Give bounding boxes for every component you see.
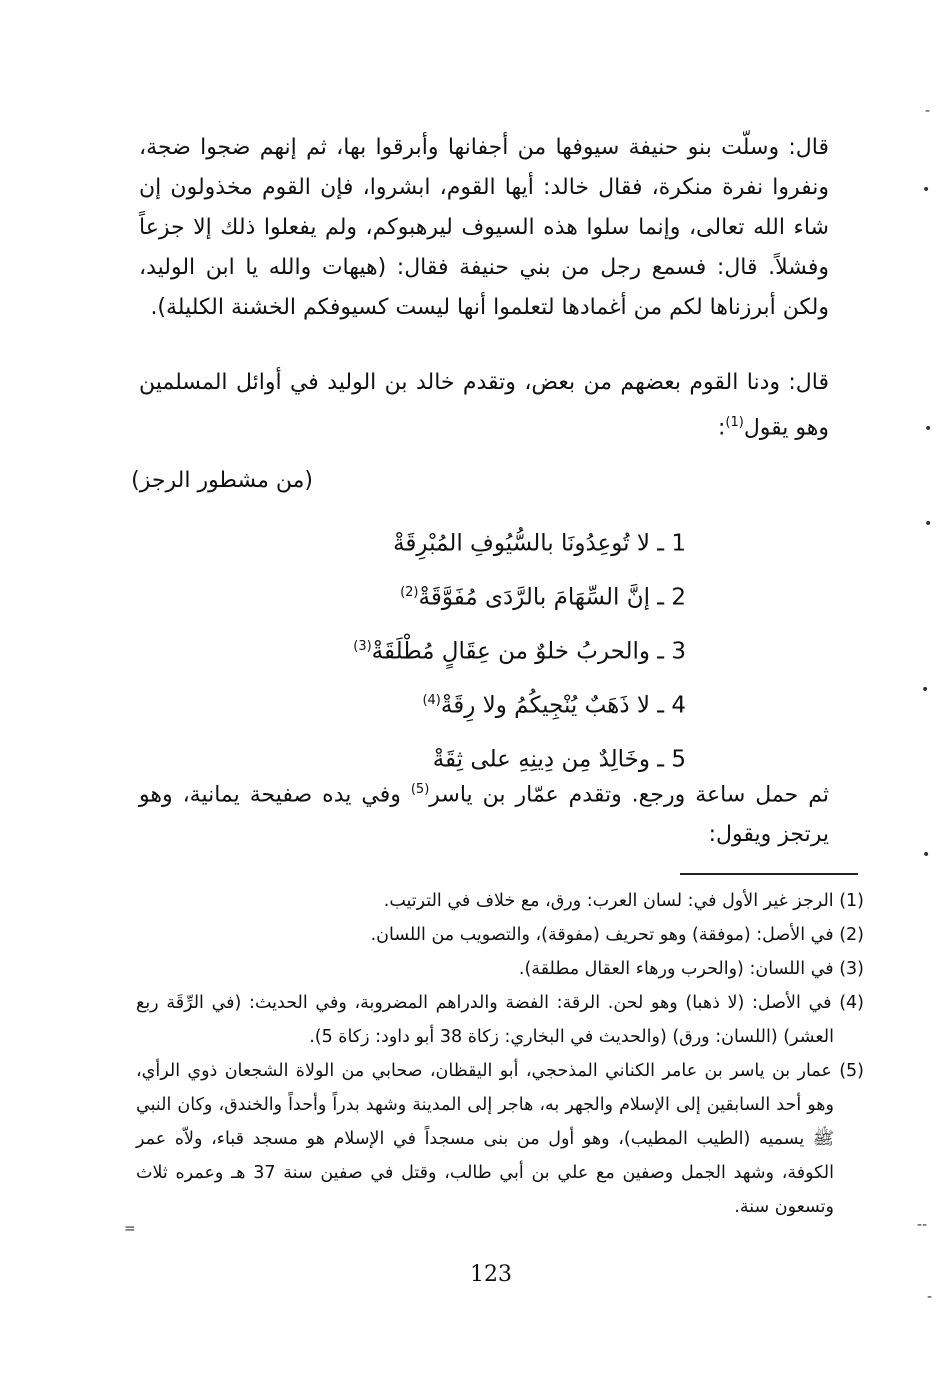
scan-speck: -- bbox=[917, 1217, 928, 1233]
verse-text: 5 ـ وخَالِدٌ مِن دِينِهِ على ثِقَةْ bbox=[432, 746, 686, 773]
scan-speck: • bbox=[921, 682, 930, 698]
meter-label: (من مشطور الرجز) bbox=[131, 468, 313, 493]
verse-2 bbox=[353, 566, 686, 620]
poem-verses bbox=[353, 512, 686, 782]
paragraph-2-colon: : bbox=[717, 415, 726, 441]
verse-text: 3 ـ والحربُ خلوٌ من عِقَالٍ مُطْلَقَةْ bbox=[371, 638, 686, 665]
footnote-3: (3) في اللسان: (والحرب ورهاء العقال مطلقة). bbox=[518, 959, 864, 979]
scan-speck: • bbox=[924, 516, 933, 532]
footnote-1: (1) الرجز غير الأول في: لسان العرب: ورق، مع خلاف في الترتيب. bbox=[383, 891, 864, 911]
paragraph-3-text-b: وفي يده صفيحة يمانية، وهو يرتجز ويقول: bbox=[139, 782, 829, 848]
verse-footnote-ref: (3) bbox=[353, 639, 372, 654]
scan-speck: • bbox=[924, 421, 933, 437]
scan-speck: = bbox=[124, 1221, 136, 1237]
footnotes bbox=[136, 884, 864, 1224]
paragraph-2-text: قال: ودنا القوم بعضهم من بعض، وتقدم خالد بن الوليد في أوائل المسلمين وهو يقول bbox=[139, 370, 829, 441]
paragraph-3 bbox=[139, 770, 829, 855]
verse-text: 1 ـ لا تُوعِدُونَا بالسُّيُوفِ المُبْرِقَةْ bbox=[393, 530, 686, 557]
verse-1 bbox=[353, 512, 686, 566]
paragraph-1: قال: وسلّت بنو حنيفة سيوفها من أجفانها وأبرقوا بها، ثم إنهم ضجوا ضجة، ونفروا نفرة منكرة، فقال خالد: أيها القوم، ابشروا، فإن القوم مخذولون إن شاء الله تعالى، وإنما سلوا هذه السيوف ليرهبوكم، ولم يفعلوا ذلك إلا جزعاً وفشلاً. قال: فسمع رجل من بني حنيفة فقال: (هيهات والله يا ابن الوليد، ولكن أبرزناها لكم من أغمادها لتعلموا أنها ليست كسيوفكم الخشنة الكليلة). bbox=[139, 135, 829, 320]
verse-text: 4 ـ لا ذَهَبٌ يُنْجِيكُمُ ولا رِقَةْ bbox=[440, 692, 686, 719]
paragraph-3-text-a: ثم حمل ساعة ورجع. وتقدم عمّار بن ياسر bbox=[429, 782, 829, 808]
verse-text: 2 ـ إنَّ السِّهَامَ بالرَّدَى مُفَوَّقَةْ bbox=[418, 584, 686, 611]
footnote-ref-5: (5) bbox=[410, 782, 430, 797]
footnote-2: (2) في الأصل: (موفقة) وهو تحريف (مفوقة)، والتصويب من اللسان. bbox=[370, 925, 864, 945]
scan-speck: • bbox=[922, 182, 931, 198]
footnote-divider bbox=[680, 873, 858, 875]
scan-speck: - bbox=[927, 1289, 933, 1305]
scan-speck: • bbox=[922, 847, 931, 863]
paragraph-2 bbox=[139, 363, 829, 448]
footnote-ref-1: (1) bbox=[725, 415, 744, 430]
verse-3 bbox=[353, 620, 686, 674]
scan-speck: - bbox=[925, 103, 931, 119]
footnote-5: (5) عمار بن ياسر بن عامر الكناني المذحجي، أبو اليقظان، صحابي من الولاة الشجعان ذوي الرأي، وهو أحد السابقين إلى الإسلام والجهر به، هاجر إلى المدينة وشهد بدراً وأحداً والخندق، وكان النبي ﷺ يسميه (الطيب المطيب)، وهو أول من بنى مسجداً في الإسلام هو مسجد قباء، ولاّه عمر الكوفة، وشهد الجمل وصفين مع علي بن أبي طالب، وقتل في صفين سنة 37 هـ وعمره ثلاث وتسعون سنة. bbox=[136, 1061, 864, 1217]
verse-footnote-ref: (4) bbox=[422, 693, 441, 708]
footnote-4: (4) في الأصل: (لا ذهبا) وهو لحن. الرقة: الفضة والدراهم المضروبة، وفي الحديث: (في الرِّقَة ربع العشر) (اللسان: ورق) (والحديث في البخاري: زكاة 38 أبو داود: زكاة 5). bbox=[136, 993, 864, 1047]
verse-footnote-ref: (2) bbox=[400, 585, 419, 600]
verse-4 bbox=[353, 674, 686, 728]
page-number: 123 bbox=[470, 1262, 512, 1287]
